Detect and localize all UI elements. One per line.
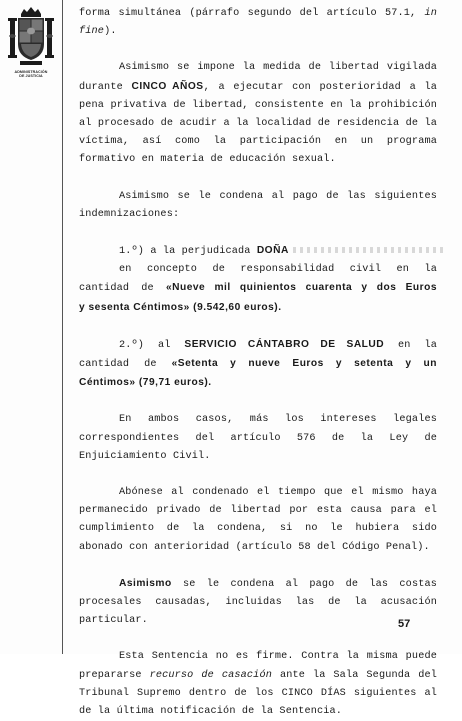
- text-line: cumplimiento de la condena, si no le hubiera sido: [79, 523, 437, 535]
- text-line: de la última notificación de la Sentencia.: [79, 706, 343, 718]
- redaction-mark: [293, 247, 443, 253]
- text-run: durante: [79, 81, 123, 93]
- paragraph: [79, 648, 437, 721]
- page-number: 57: [398, 618, 411, 630]
- text-line: [79, 336, 437, 355]
- text-run: se le condena al pago de las costas: [182, 578, 437, 590]
- text-line: Enjuiciamiento Civil.: [79, 450, 211, 462]
- text-line: al procesado de acudir a la localidad de residencia de la: [79, 118, 437, 130]
- text-run: Asimismo: [119, 577, 172, 589]
- text-run: SERVICIO CÁNTABRO DE SALUD: [184, 338, 385, 350]
- paragraph: [79, 188, 437, 224]
- text-line: [79, 5, 437, 23]
- text-run: CINCO AÑOS: [131, 80, 204, 92]
- text-run: 2.º) al: [119, 339, 171, 351]
- document-body: [79, 5, 437, 721]
- coat-of-arms-icon: [8, 6, 54, 68]
- paragraph: [79, 411, 437, 466]
- text-line: Asimismo se impone la medida de libertad vigilada: [119, 62, 437, 74]
- text-line: abonado con anterioridad (artículo 58 del Código Penal).: [79, 541, 430, 553]
- text-run: «Nueve mil quinientos cuarenta y dos Euros: [165, 282, 437, 294]
- text-line: [79, 299, 437, 318]
- text-run: DOÑA: [256, 245, 289, 257]
- text-line: Asimismo se le condena al pago de las siguientes: [119, 190, 437, 202]
- text-run: cantidad de: [79, 359, 157, 371]
- text-line: [79, 667, 437, 685]
- text-line: víctima, así como la participación en un programa: [79, 136, 437, 148]
- paragraph: [79, 5, 437, 41]
- text-line: [79, 279, 437, 298]
- text-line: pena privativa de libertad, consistente en la prohibición: [79, 99, 437, 111]
- text-line: correspondientes del artículo 576 de la Ley de: [79, 432, 437, 444]
- text-line: [79, 374, 437, 393]
- paragraph: [79, 242, 437, 318]
- text-line: [79, 355, 437, 374]
- text-run: fine: [79, 26, 105, 38]
- text-line: Tribunal Supremo dentro de los CINCO DÍAS siguientes al: [79, 687, 437, 699]
- text-run: ante la Sala Segunda del: [279, 669, 438, 681]
- text-run: 1.º) a la perjudicada: [119, 246, 251, 258]
- text-run: prepararse: [79, 669, 142, 681]
- text-line: permanecido privado de libertad por esta causa para el: [79, 505, 437, 517]
- text-run: «Setenta y nueve Euros y setenta y un: [171, 358, 437, 370]
- text-run: forma simultánea (párrafo segundo del artículo 57.1,: [79, 8, 417, 19]
- margin-rule: [62, 0, 63, 654]
- text-run: en la: [398, 339, 438, 351]
- text-line: [79, 78, 437, 97]
- text-line: procesales causadas, incluidas las de la acusación: [79, 597, 437, 609]
- text-line: Abónese al condenado el tiempo que el mismo haya: [119, 487, 437, 499]
- text-run: recurso de casación: [149, 669, 272, 681]
- text-run: in: [424, 8, 438, 19]
- text-line: En ambos casos, más los intereses legales: [119, 414, 437, 426]
- text-line: en concepto de responsabilidad civil en la: [119, 264, 437, 276]
- text-line: [79, 23, 437, 41]
- paragraph: [79, 59, 437, 169]
- text-line: [79, 242, 437, 261]
- text-line: indemnizaciones:: [79, 208, 180, 220]
- paragraph: [79, 484, 437, 557]
- crest-caption: [2, 70, 60, 79]
- crest-caption-line: ADMINISTRACIÓN: [14, 70, 48, 74]
- text-run: Céntimos» (79,71 euros).: [79, 377, 212, 389]
- crest-caption-line: DE JUSTICIA: [19, 74, 43, 79]
- paragraph: [79, 336, 437, 394]
- text-line: Esta Sentencia no es firme. Contra la misma puede: [119, 651, 437, 663]
- text-line: particular.: [79, 615, 148, 627]
- text-run: y sesenta Céntimos» (9.542,60 euros).: [79, 301, 282, 313]
- text-run: , a ejecutar con posterioridad a la: [203, 81, 437, 93]
- text-line: [79, 575, 437, 594]
- text-run: cantidad de: [79, 283, 154, 295]
- text-line: formativo en materia de educación sexual.: [79, 154, 336, 166]
- text-run: ).: [104, 26, 117, 38]
- paragraph: [79, 575, 437, 631]
